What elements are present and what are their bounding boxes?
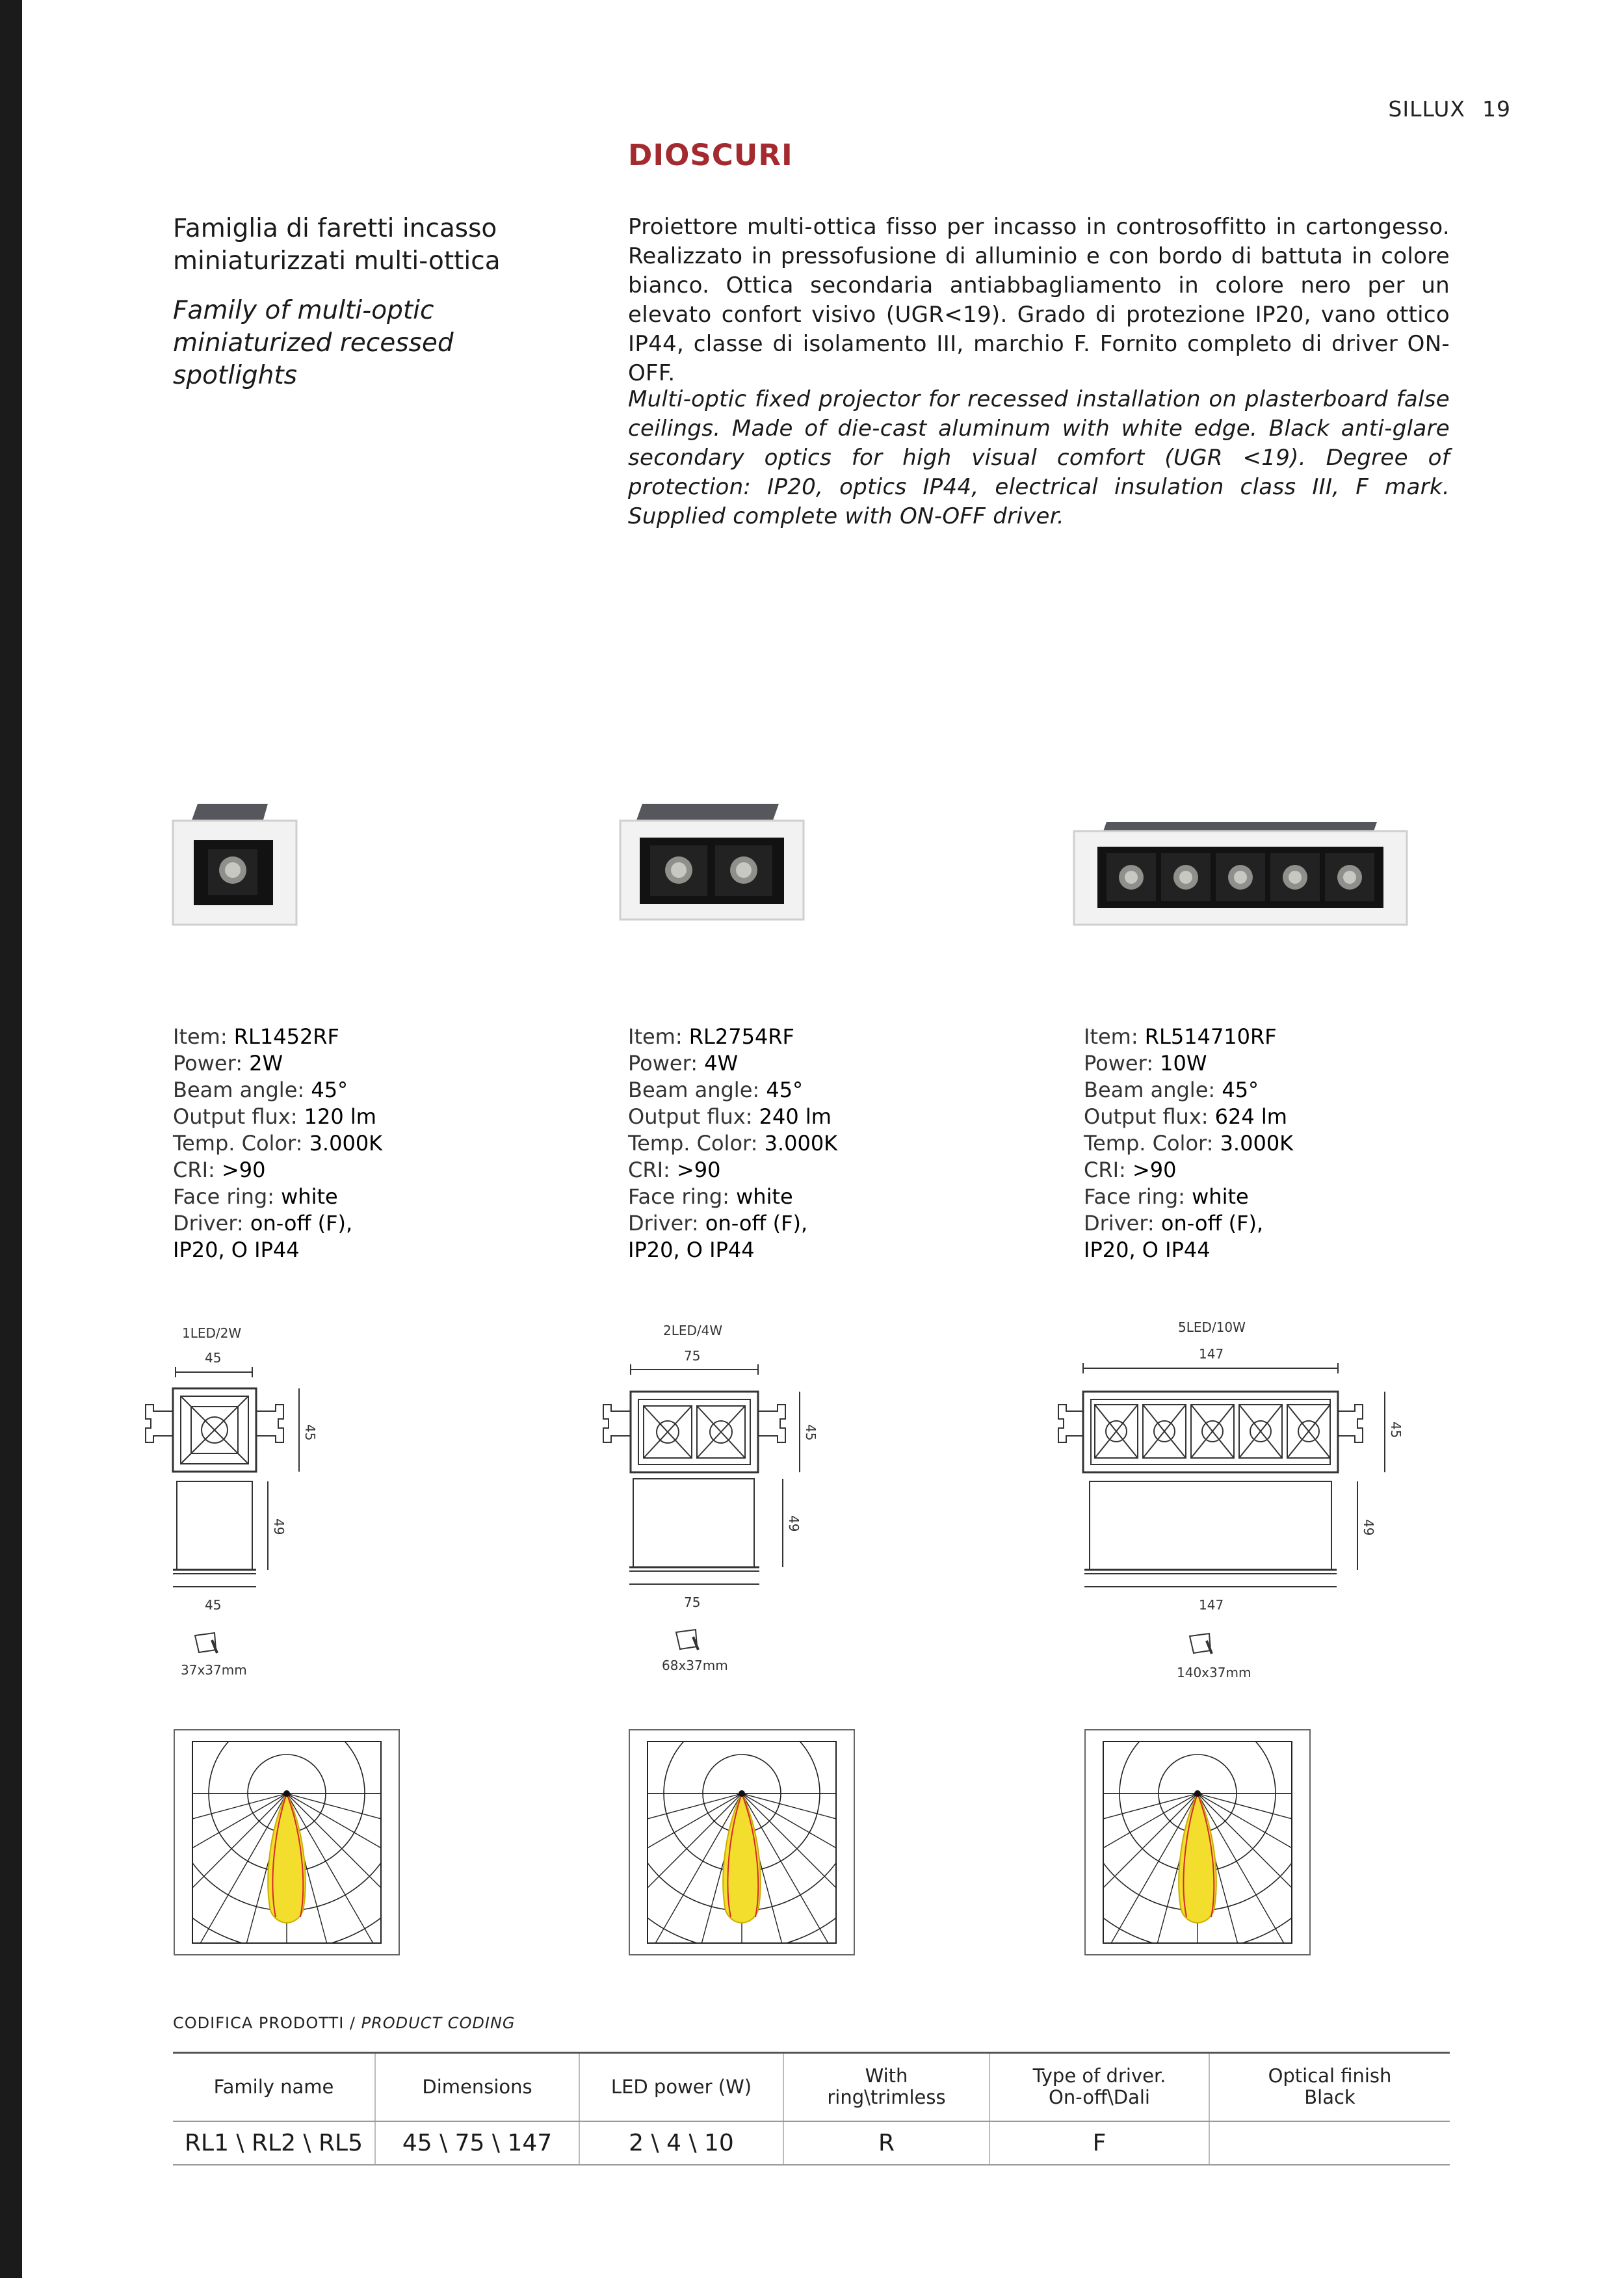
spec-power: Power: 4W (628, 1051, 739, 1076)
svg-text:75: 75 (684, 1348, 701, 1364)
spec-block-2 (628, 1024, 837, 1264)
technical-drawing-2led (592, 1320, 826, 1684)
spec-cri: CRI: >90 (628, 1158, 721, 1182)
spec-temp: Temp. Color: 3.000K (1084, 1131, 1294, 1156)
header-family: Family name (173, 2053, 375, 2121)
svg-text:140x37mm: 140x37mm (1177, 1665, 1251, 1680)
polar-diagram-1led (173, 1728, 400, 1956)
spec-power: Power: 10W (1084, 1051, 1207, 1076)
svg-text:45: 45 (205, 1350, 222, 1366)
binding-edge (0, 0, 22, 2278)
header-finish: Optical finish Black (1209, 2053, 1450, 2121)
product-coding-table (173, 2052, 1450, 2165)
spec-driver: Driver: on-off (F), (1084, 1211, 1264, 1236)
spec-beam: Beam angle: 45° (173, 1078, 348, 1102)
svg-text:68x37mm: 68x37mm (662, 1658, 728, 1673)
spec-power: Power: 2W (173, 1051, 283, 1076)
spec-ip: IP20, O IP44 (1084, 1238, 1211, 1262)
spec-ring: Face ring: white (173, 1184, 338, 1209)
svg-text:75: 75 (684, 1595, 701, 1610)
spec-ring: Face ring: white (628, 1184, 793, 1209)
header-led-power: LED power (W) (579, 2053, 783, 2121)
spec-flux: Output flux: 624 lm (1084, 1104, 1287, 1129)
spec-item: Item: RL2754RF (628, 1024, 794, 1049)
spec-flux: Output flux: 120 lm (173, 1104, 376, 1129)
polar-diagram-5led (1084, 1728, 1311, 1956)
svg-text:45: 45 (803, 1424, 819, 1441)
spec-driver: Driver: on-off (F), (173, 1211, 353, 1236)
spec-temp: Temp. Color: 3.000K (628, 1131, 838, 1156)
family-italian: Famiglia di faretti incasso miniaturizzati multi-ottica (173, 214, 501, 276)
cell-family: RL1 \ RL2 \ RL5 (173, 2121, 375, 2165)
product-photo-2led (618, 800, 806, 930)
coding-label: CODIFICA PRODOTTI / PRODUCT CODING (173, 2014, 516, 2032)
cell-led-power: 2 \ 4 \ 10 (579, 2121, 783, 2165)
spec-cri: CRI: >90 (1084, 1158, 1177, 1182)
spec-temp: Temp. Color: 3.000K (173, 1131, 383, 1156)
svg-text:49: 49 (786, 1515, 802, 1532)
spec-item: Item: RL1452RF (173, 1024, 339, 1049)
technical-drawing-1led (130, 1320, 338, 1684)
description-english: Multi-optic fixed projector for recessed installation on plasterboard false ceilings. Made of die-cast aluminum with white edge. Black anti-glare secondary optics for high visual comfort (UGR <19). Degree of protection: IP20, optics IP44, electrical insulation class III, F mark. Supplied complete with ON-OFF driver. (628, 386, 1450, 529)
svg-text:49: 49 (1361, 1519, 1376, 1536)
header-ring: With ring\trimless (783, 2053, 989, 2121)
svg-text:45: 45 (302, 1424, 318, 1441)
spec-beam: Beam angle: 45° (628, 1078, 804, 1102)
spec-ip: IP20, O IP44 (628, 1238, 755, 1262)
page-header (1388, 96, 1511, 122)
svg-text:45: 45 (1388, 1422, 1404, 1438)
spec-cri: CRI: >90 (173, 1158, 266, 1182)
svg-text:45: 45 (205, 1597, 222, 1613)
description-italian: Proiettore multi-ottica fisso per incasso in controsoffitto in cartongesso. Realizzato in pressofusione di alluminio e con bordo di battuta in colore bianco. Ottica secondaria antiabbagliamento in colore nero per un elevato confort visivo (UGR<19). Grado di protezione IP20, vano ottico IP44, classe di isolamento III, marchio F. Fornito completo di driver ON-OFF. (628, 214, 1450, 386)
cell-dimensions: 45 \ 75 \ 147 (375, 2121, 579, 2165)
cell-finish (1209, 2121, 1450, 2165)
product-photo-1led (170, 801, 300, 931)
technical-drawing-5led (1053, 1318, 1417, 1688)
table-header-row (173, 2053, 1450, 2121)
header-dimensions: Dimensions (375, 2053, 579, 2121)
spec-item: Item: RL514710RF (1084, 1024, 1277, 1049)
svg-text:1LED/2W: 1LED/2W (182, 1325, 242, 1341)
spec-driver: Driver: on-off (F), (628, 1211, 808, 1236)
polar-diagram-2led (628, 1728, 856, 1956)
svg-text:37x37mm: 37x37mm (181, 1662, 247, 1678)
cell-ring: R (783, 2121, 989, 2165)
family-english: Family of multi-optic miniaturized recessed spotlights (173, 296, 454, 390)
spec-ring: Face ring: white (1084, 1184, 1249, 1209)
spec-block-3 (1084, 1024, 1293, 1264)
product-photo-5led (1071, 819, 1409, 930)
product-title: DIOSCURI (628, 138, 793, 172)
spec-flux: Output flux: 240 lm (628, 1104, 832, 1129)
spec-beam: Beam angle: 45° (1084, 1078, 1259, 1102)
header-driver: Type of driver. On-off\Dali (989, 2053, 1209, 2121)
spec-block-1 (173, 1024, 382, 1264)
svg-text:147: 147 (1199, 1346, 1224, 1362)
brand-name: SILLUX (1388, 96, 1465, 122)
table-row (173, 2121, 1450, 2165)
svg-text:2LED/4W: 2LED/4W (663, 1323, 723, 1338)
cell-driver: F (989, 2121, 1209, 2165)
svg-text:5LED/10W: 5LED/10W (1178, 1319, 1246, 1335)
svg-text:49: 49 (271, 1518, 287, 1535)
svg-text:147: 147 (1199, 1597, 1224, 1613)
spec-ip: IP20, O IP44 (173, 1238, 300, 1262)
page-number: 19 (1482, 96, 1511, 122)
